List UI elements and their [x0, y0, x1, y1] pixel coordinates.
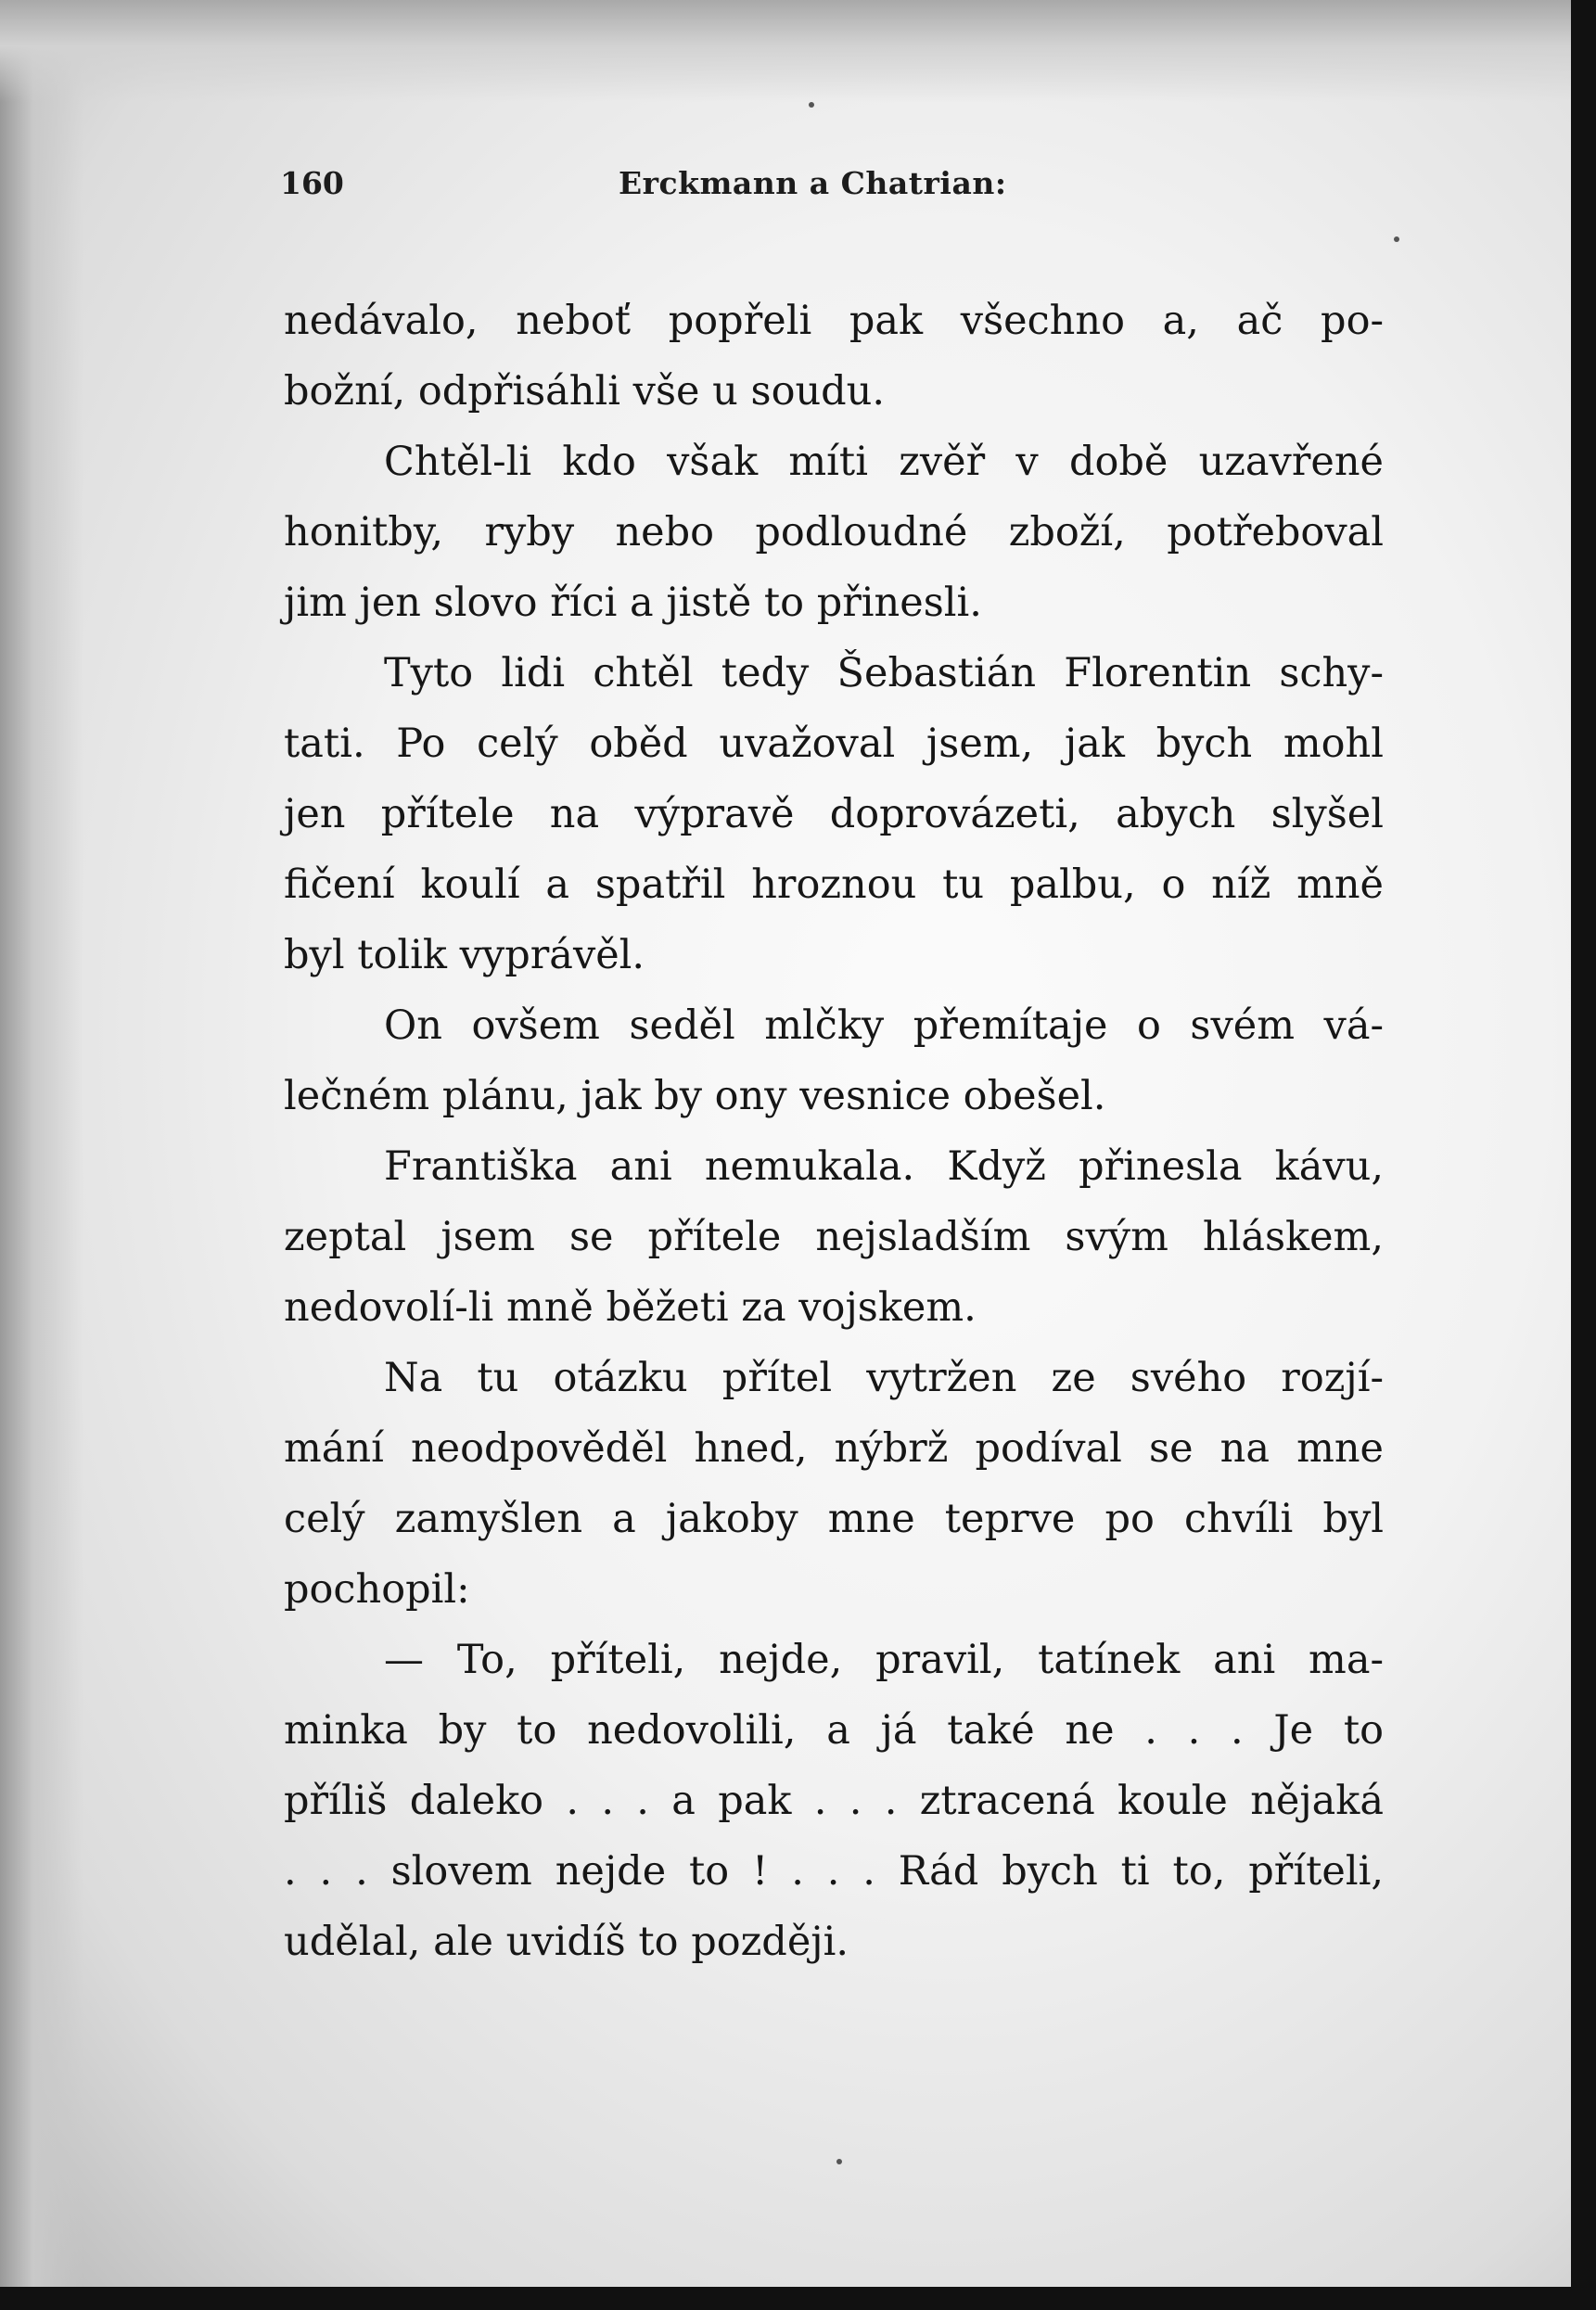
dust-speck [809, 102, 814, 108]
scan-border-right [1571, 0, 1596, 2310]
dust-speck [1394, 236, 1399, 242]
text-line: jim jen slovo říci a jistě to přinesli. [284, 580, 982, 626]
text-line: nedovolí-li mně běžeti za vojskem. [284, 1284, 977, 1331]
text-line: Františka ani nemukala. Když přinesla kávu, [384, 1143, 1384, 1190]
text-line: Tyto lidi chtěl tedy Šebastián Florentin schy- [384, 650, 1384, 696]
text-line: příliš daleko . . . a pak . . . ztracená koule nějaká [284, 1778, 1384, 1824]
text-line: minka by to nedovolili, a já také ne . . . Je to [284, 1707, 1384, 1754]
dust-speck [836, 2159, 842, 2164]
text-line: lečném plánu, jak by ony vesnice obešel. [284, 1073, 1106, 1119]
text-line: fičení koulí a spatřil hroznou tu palbu, o níž mně [284, 861, 1384, 908]
text-line: zeptal jsem se přítele nejsladším svým hláskem, [284, 1214, 1384, 1260]
text-line: božní, odpřisáhli vše u soudu. [284, 368, 886, 415]
scan-border-bottom [0, 2287, 1596, 2310]
text-line: mání neodpověděl hned, nýbrž podíval se na mne [284, 1425, 1384, 1472]
text-line: jen přítele na výpravě doprovázeti, abych slyšel [284, 791, 1384, 837]
text-line: nedávalo, neboť popřeli pak všechno a, ač po- [284, 298, 1384, 344]
text-line: honitby, ryby nebo podloudné zboží, potřeboval [284, 509, 1384, 555]
text-line: udělal, ale uvidíš to později. [284, 1919, 849, 1965]
text-line: byl tolik vyprávěl. [284, 932, 645, 978]
text-line: Na tu otázku přítel vytržen ze svého rozjí- [384, 1355, 1384, 1401]
text-line: On ovšem seděl mlčky přemítaje o svém vá- [384, 1002, 1384, 1049]
text-line: celý zamyšlen a jakoby mne teprve po chvíli byl [284, 1496, 1384, 1542]
text-line: . . . slovem nejde to ! . . . Rád bych ti to, příteli, [284, 1848, 1384, 1895]
text-line: — To, příteli, nejde, pravil, tatínek ani ma- [384, 1637, 1384, 1683]
text-line: tati. Po celý oběd uvažoval jsem, jak bych mohl [284, 721, 1384, 767]
text-line: pochopil: [284, 1566, 470, 1613]
page-header [280, 165, 1374, 211]
text-line: Chtěl-li kdo však míti zvěř v době uzavřené [384, 439, 1384, 485]
body-text [284, 286, 1384, 1977]
running-title: Erckmann a Chatrian: [619, 165, 1007, 201]
page-number: 160 [280, 165, 344, 201]
